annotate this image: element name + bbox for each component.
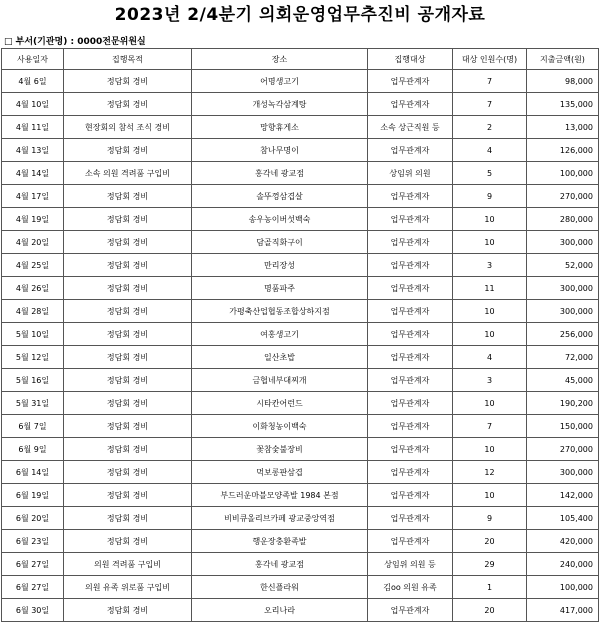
cell-target: 업무관계자 [368,346,453,369]
cell-target: 상임위 의원 [368,162,453,185]
cell-count: 2 [453,116,527,139]
cell-count: 7 [453,93,527,116]
table-body [2,70,599,622]
cell-place: 시타칸어런드 [192,392,368,415]
cell-date: 4월 28일 [2,300,64,323]
cell-date: 6월 19일 [2,484,64,507]
table-row [2,323,599,346]
cell-target: 업무관계자 [368,139,453,162]
cell-count: 5 [453,162,527,185]
cell-place: 가평축산업협동조합상하지점 [192,300,368,323]
cell-purpose: 현장회의 참석 조식 경비 [64,116,192,139]
cell-target: 업무관계자 [368,599,453,622]
table-row [2,116,599,139]
cell-count: 3 [453,254,527,277]
cell-place: 어명생고기 [192,70,368,93]
cell-place: 오리나라 [192,599,368,622]
cell-place: 꽃참숯불장비 [192,438,368,461]
table-header-row [2,49,599,70]
cell-count: 1 [453,576,527,599]
cell-amount: 135,000 [527,93,599,116]
cell-purpose: 정담회 경비 [64,484,192,507]
cell-date: 6월 27일 [2,576,64,599]
cell-target: 업무관계자 [368,507,453,530]
cell-count: 10 [453,231,527,254]
cell-amount: 280,000 [527,208,599,231]
cell-date: 5월 12일 [2,346,64,369]
cell-amount: 420,000 [527,530,599,553]
cell-count: 4 [453,346,527,369]
cell-place: 참나무명이 [192,139,368,162]
cell-amount: 240,000 [527,553,599,576]
cell-purpose: 정담회 경비 [64,392,192,415]
table-row [2,70,599,93]
table-row [2,208,599,231]
expense-table [1,48,599,622]
cell-date: 6월 30일 [2,599,64,622]
cell-date: 4월 10일 [2,93,64,116]
table-row [2,599,599,622]
cell-purpose: 정담회 경비 [64,599,192,622]
table-row [2,185,599,208]
cell-purpose: 정담회 경비 [64,254,192,277]
cell-place: 담골직화구이 [192,231,368,254]
table-row [2,438,599,461]
col-header-purpose: 집행목적 [64,49,192,70]
cell-date: 4월 13일 [2,139,64,162]
cell-amount: 256,000 [527,323,599,346]
cell-amount: 150,000 [527,415,599,438]
cell-count: 9 [453,185,527,208]
cell-purpose: 정담회 경비 [64,461,192,484]
cell-target: 상임위 의원 등 [368,553,453,576]
cell-date: 4월 11일 [2,116,64,139]
cell-place: 명품파주 [192,277,368,300]
cell-place: 만리장성 [192,254,368,277]
cell-date: 6월 14일 [2,461,64,484]
cell-date: 6월 20일 [2,507,64,530]
cell-date: 6월 9일 [2,438,64,461]
cell-place: 부드러운마블모양족발 1984 본점 [192,484,368,507]
cell-count: 3 [453,369,527,392]
cell-amount: 100,000 [527,576,599,599]
table-row [2,576,599,599]
table-row [2,484,599,507]
col-header-amount: 지출금액(원) [527,49,599,70]
cell-amount: 300,000 [527,231,599,254]
cell-count: 4 [453,139,527,162]
cell-target: 업무관계자 [368,530,453,553]
cell-target: 업무관계자 [368,461,453,484]
cell-purpose: 정담회 경비 [64,507,192,530]
cell-target: 업무관계자 [368,438,453,461]
cell-amount: 105,400 [527,507,599,530]
cell-target: 업무관계자 [368,415,453,438]
cell-purpose: 정담회 경비 [64,323,192,346]
cell-date: 4월 17일 [2,185,64,208]
cell-date: 5월 16일 [2,369,64,392]
cell-amount: 300,000 [527,277,599,300]
cell-amount: 72,000 [527,346,599,369]
cell-amount: 270,000 [527,438,599,461]
cell-count: 29 [453,553,527,576]
cell-purpose: 정담회 경비 [64,438,192,461]
table-row [2,346,599,369]
cell-place: 망향휴게소 [192,116,368,139]
cell-date: 6월 7일 [2,415,64,438]
cell-target: 업무관계자 [368,277,453,300]
cell-date: 5월 10일 [2,323,64,346]
cell-count: 10 [453,438,527,461]
department-label: □ 부서(기관명) : 0000전문위원실 [4,37,146,47]
table-row [2,392,599,415]
table-row [2,461,599,484]
table-row [2,139,599,162]
cell-target: 업무관계자 [368,392,453,415]
cell-purpose: 정담회 경비 [64,530,192,553]
cell-target: 업무관계자 [368,93,453,116]
cell-date: 4월 19일 [2,208,64,231]
cell-date: 5월 31일 [2,392,64,415]
table-row [2,162,599,185]
cell-count: 9 [453,507,527,530]
cell-count: 10 [453,392,527,415]
table-row [2,369,599,392]
table-row [2,300,599,323]
cell-amount: 45,000 [527,369,599,392]
cell-target: 업무관계자 [368,484,453,507]
table-row [2,254,599,277]
col-header-place: 장소 [192,49,368,70]
cell-count: 11 [453,277,527,300]
cell-purpose: 의원 격려품 구입비 [64,553,192,576]
cell-amount: 100,000 [527,162,599,185]
cell-purpose: 정담회 경비 [64,208,192,231]
cell-count: 10 [453,208,527,231]
cell-count: 7 [453,70,527,93]
table-row [2,93,599,116]
table-row [2,231,599,254]
cell-place: 홍각네 광교점 [192,162,368,185]
cell-purpose: 의원 유족 위로품 구입비 [64,576,192,599]
cell-count: 7 [453,415,527,438]
cell-amount: 300,000 [527,461,599,484]
cell-date: 6월 23일 [2,530,64,553]
cell-target: 업무관계자 [368,208,453,231]
cell-date: 4월 26일 [2,277,64,300]
table-row [2,507,599,530]
cell-purpose: 정담회 경비 [64,300,192,323]
cell-purpose: 정담회 경비 [64,93,192,116]
table-row [2,415,599,438]
cell-place: 먹보롱판삼겹 [192,461,368,484]
cell-count: 20 [453,530,527,553]
cell-target: 업무관계자 [368,323,453,346]
cell-purpose: 정담회 경비 [64,415,192,438]
cell-place: 비비큐올리브카페 광교중앙역점 [192,507,368,530]
col-header-count: 대상 인원수(명) [453,49,527,70]
cell-place: 이화청농이백숙 [192,415,368,438]
cell-count: 12 [453,461,527,484]
cell-target: 업무관계자 [368,231,453,254]
cell-target: 업무관계자 [368,254,453,277]
cell-amount: 98,000 [527,70,599,93]
cell-date: 4월 6일 [2,70,64,93]
cell-amount: 142,000 [527,484,599,507]
cell-place: 송우농이버섯백숙 [192,208,368,231]
cell-target: 업무관계자 [368,185,453,208]
cell-purpose: 정담회 경비 [64,231,192,254]
cell-target: 업무관계자 [368,300,453,323]
cell-place: 금협네부대찌개 [192,369,368,392]
cell-amount: 417,000 [527,599,599,622]
cell-amount: 300,000 [527,300,599,323]
cell-place: 홍각네 광교점 [192,553,368,576]
cell-purpose: 정담회 경비 [64,70,192,93]
cell-place: 일산초밥 [192,346,368,369]
cell-date: 4월 25일 [2,254,64,277]
cell-place: 한신플라워 [192,576,368,599]
cell-place: 개성녹각삼계탕 [192,93,368,116]
cell-purpose: 정담회 경비 [64,346,192,369]
cell-amount: 13,000 [527,116,599,139]
table-row [2,530,599,553]
cell-purpose: 정담회 경비 [64,185,192,208]
cell-target: 김oo 의원 유족 [368,576,453,599]
col-header-date: 사용일자 [2,49,64,70]
cell-count: 10 [453,484,527,507]
cell-place: 행운장충환족발 [192,530,368,553]
cell-date: 4월 14일 [2,162,64,185]
cell-purpose: 정담회 경비 [64,277,192,300]
page-title: 2023년 2/4분기 의회운영업무추진비 공개자료 [114,5,486,25]
col-header-target: 집행대상 [368,49,453,70]
table-row [2,277,599,300]
cell-target: 업무관계자 [368,70,453,93]
cell-amount: 52,000 [527,254,599,277]
cell-count: 10 [453,300,527,323]
cell-place: 솔뚜껑삼겹살 [192,185,368,208]
cell-target: 소속 상근직원 등 [368,116,453,139]
cell-purpose: 소속 의원 격려품 구입비 [64,162,192,185]
cell-amount: 270,000 [527,185,599,208]
cell-purpose: 정담회 경비 [64,139,192,162]
cell-purpose: 정담회 경비 [64,369,192,392]
cell-count: 10 [453,323,527,346]
cell-date: 4월 20일 [2,231,64,254]
cell-date: 6월 27일 [2,553,64,576]
cell-amount: 190,200 [527,392,599,415]
cell-place: 여홍생고기 [192,323,368,346]
table-row [2,553,599,576]
cell-amount: 126,000 [527,139,599,162]
cell-count: 20 [453,599,527,622]
cell-target: 업무관계자 [368,369,453,392]
